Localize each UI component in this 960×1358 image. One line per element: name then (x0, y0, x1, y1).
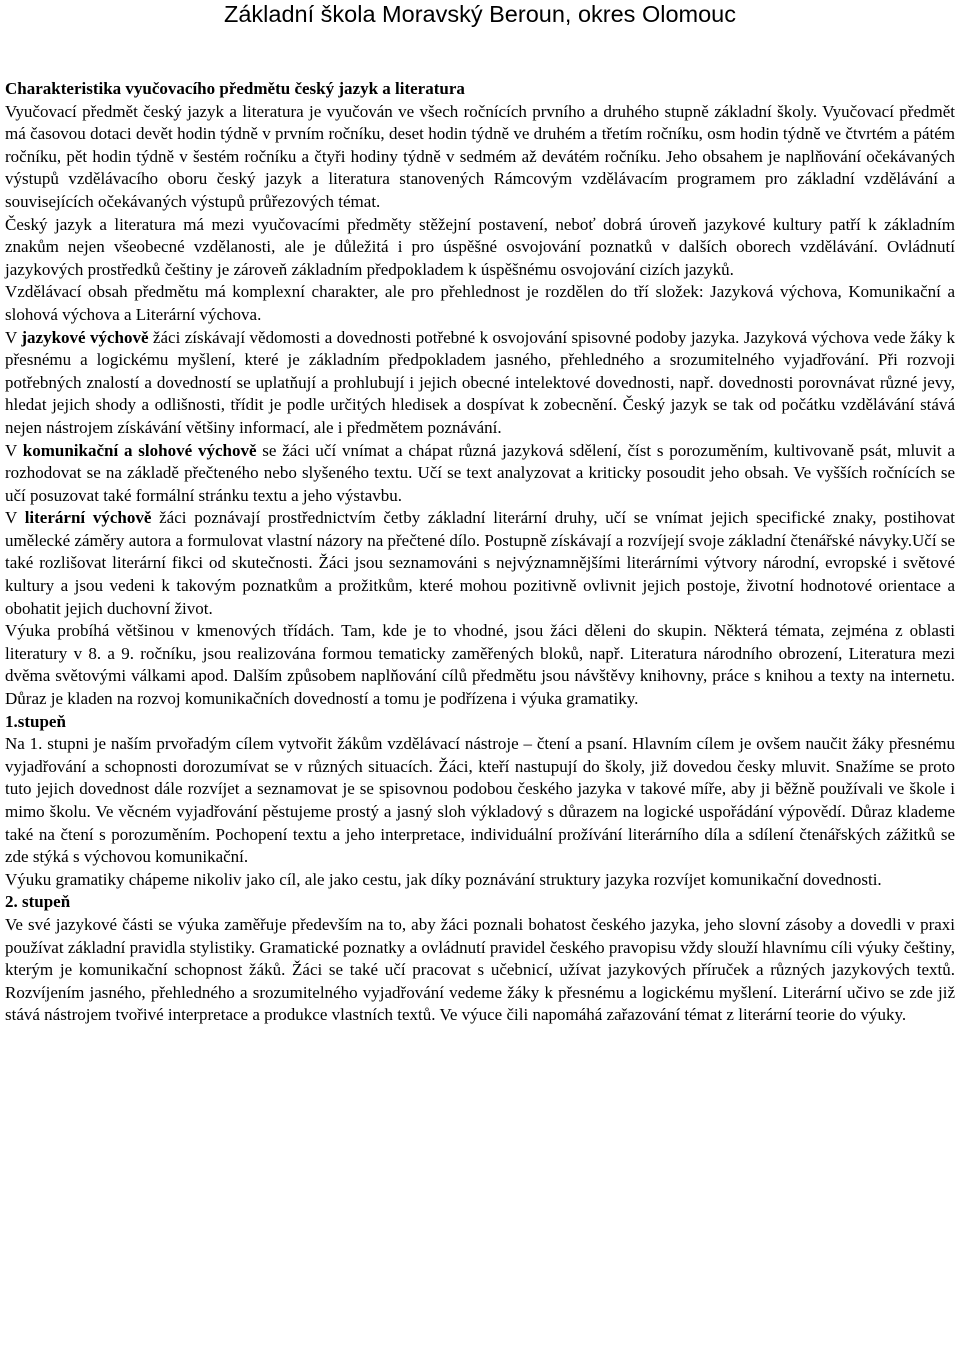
document-title: Charakteristika vyučovacího předmětu český jazyk a literatura (5, 79, 465, 98)
literature-text: žáci poznávají prostřednictvím četby základní literární druhy, učí se vnímat jejich specifické znaky, postihovat umělecké záměry autora a formulovat vlastní názory na přečtené dílo. Postupně získávají a rozvíjejí svoje základní čtenářské návyky.Učí se také rozlišovat literární fikci od skutečnosti. Žáci jsou seznamováni s nejvýznamnějšími literárními výtvory národní, evropské i světové kultury a jsou vedeni k takovým poznatkům a prožitkům, které mohou pozitivně ovlivnit jejich postoje, životní hodnotové orientace a obohatit jejich duchovní život. (5, 508, 955, 618)
communication-text: se žáci učí vnímat a chápat různá jazyková sdělení, číst s porozuměním, kultivovaně psát, mluvit a rozhodovat se na základě přečteného nebo slyšeného textu. Učí se text analyzovat a kriticky posoudit jeho obsah. Ve vyšších ročnících se učí posuzovat také formální stránku textu a jeho výstavbu. (5, 440, 955, 505)
communication-prefix: V (5, 440, 23, 460)
language-term: jazykové výchově (21, 327, 149, 347)
importance-paragraph: Český jazyk a literatura má mezi vyučovacími předměty stěžejní postavení, neboť dobrá úroveň jazykové kultury patří k základním znakům nejen všeobecné vzdělanosti, ale je důležitá i pro úspěšné osvojování poznatků v dalších oborech vzdělávání. Ovládnutí jazykových prostředků češtiny je zároveň základním předpokladem k úspěšnému osvojování cizích jazyků. (5, 214, 955, 279)
literature-prefix: V (5, 508, 25, 528)
stage2-heading: 2. stupeň (5, 892, 71, 912)
language-text: žáci získávají vědomosti a dovednosti potřebné k osvojování spisovné podoby jazyka. Jazyková výchova vede žáky k přesnému a logickému myšlení, které je základním předpokladem jasného, přehledného a srozumitelného vyjadřování. Při rozvoji potřebných znalostí a dovedností se uplatňují a prohlubují i jejich obecné intelektové dovednosti, např. dovednosti porovnávat různé jevy, hledat jejich shody a odlišnosti, třídit je podle určitých hledisek a dospívat k zobecnění. Český jazyk se tak od počátku vzdělávání stává nejen nástrojem získávání většiny informací, ale i předmětem poznávání. (5, 327, 955, 437)
stage1-paragraph-2: Výuku gramatiky chápeme nikoliv jako cíl, ale jako cestu, jak díky poznávání struktury jazyka rozvíjet komunikační dovednosti. (5, 869, 882, 889)
communication-education-paragraph (5, 440, 955, 508)
language-prefix: V (5, 327, 22, 347)
document-page (5, 0, 955, 1027)
school-header: Základní škola Moravský Beroun, okres Olomouc (224, 1, 736, 27)
intro-paragraph: Vyučovací předmět český jazyk a literatura je vyučován ve všech ročnících prvního a druhého stupně základní školy. Vyučovací předmět má časovou dotaci devět hodin týdně v prvním ročníku, deset hodin týdně ve druhém a třetím ročníku, osm hodin týdně ve čtvrtém a pátém ročníku, pět hodin týdně v šestém ročníku a čtyři hodiny týdně v sedmém až devátém ročníku. Jeho obsahem je naplňování očekávaných výstupů vzdělávacího oboru český jazyk a literatura stanovených Rámcovým vzdělávacím programem pro základní vzdělávání a souvisejících očekávaných výstupů průřezových témat. (5, 101, 955, 211)
stage1-paragraph-1: Na 1. stupni je naším prvořadým cílem vytvořit žákům vzdělávací nástroje – čtení a psaní. Hlavním cílem je ovšem naučit žáky přesnému vyjadřování a schopnosti dorozumívat se v různých situacích. Žáci, kteří nastupují do školy, již dovedou česky mluvit. Snažíme se proto tuto jejich dovednost dále rozvíjet a seznamovat je se spisovnou podobou českého jazyka v takové míře, aby ji běžně používali ve škole i mimo školu. Ve věcném vyjadřování pěstujeme prostý a jasný sloh výkladový s důrazem na logické uspořádání výpovědí. Důraz klademe také na čtení s porozuměním. Pochopení textu a jeho interpretace, individuální prožívání literárního díla a sdílení čtenářských zážitků se zde stýká s výchovou komunikační. (5, 734, 955, 867)
literature-term: literární výchově (24, 508, 152, 528)
language-education-paragraph (5, 327, 955, 440)
stage2-paragraph-1: Ve své jazykové části se výuka zaměřuje především na to, aby žáci poznali bohatost českého jazyka, jeho slovní zásoby a dovedli v praxi používat základní pravidla stylistiky. Gramatické poznatky a ovládnutí pravidel českého pravopisu vždy slouží hlavnímu cíli výuky češtiny, kterým je komunikační schopnost žáků. Žáci se také učí pracovat s učebnicí, užívat jazykových příruček a různých jazykových textů. Rozvíjením jasného, přehledného a srozumitelného vyjadřování vedeme žáky k přesnému a logickému myšlení. Literární učivo se zde již stává nástrojem tvořivé interpretace a produkce vlastních textů. Ve výuce čili napomáhá zařazování témat z literární teorie do výuky. (5, 914, 955, 1025)
communication-term: komunikační a slohové výchově (22, 440, 257, 460)
organization-paragraph: Výuka probíhá většinou v kmenových třídách. Tam, kde je to vhodné, jsou žáci děleni do skupin. Některá témata, zejména z oblasti literatury v 8. a 9. ročníku, jsou realizována formou tematicky zaměřených bloků, např. Literatura národního obrození, Literatura mezi dvěma světovými válkami apod. Dalším způsobem naplňování cílů předmětu jsou návštěvy knihovny, práce s knihou a texty na internetu. Důraz je kladen na rozvoj komunikačních dovedností a tomu je podřízena i výuka gramatiky. (5, 621, 955, 709)
literature-education-paragraph (5, 507, 955, 620)
content-paragraph: Vzdělávací obsah předmětu má komplexní charakter, ale pro přehlednost je rozdělen do tří složek: Jazyková výchova, Komunikační a slohová výchova a Literární výchova. (5, 282, 955, 324)
stage1-heading: 1.stupeň (5, 711, 66, 731)
